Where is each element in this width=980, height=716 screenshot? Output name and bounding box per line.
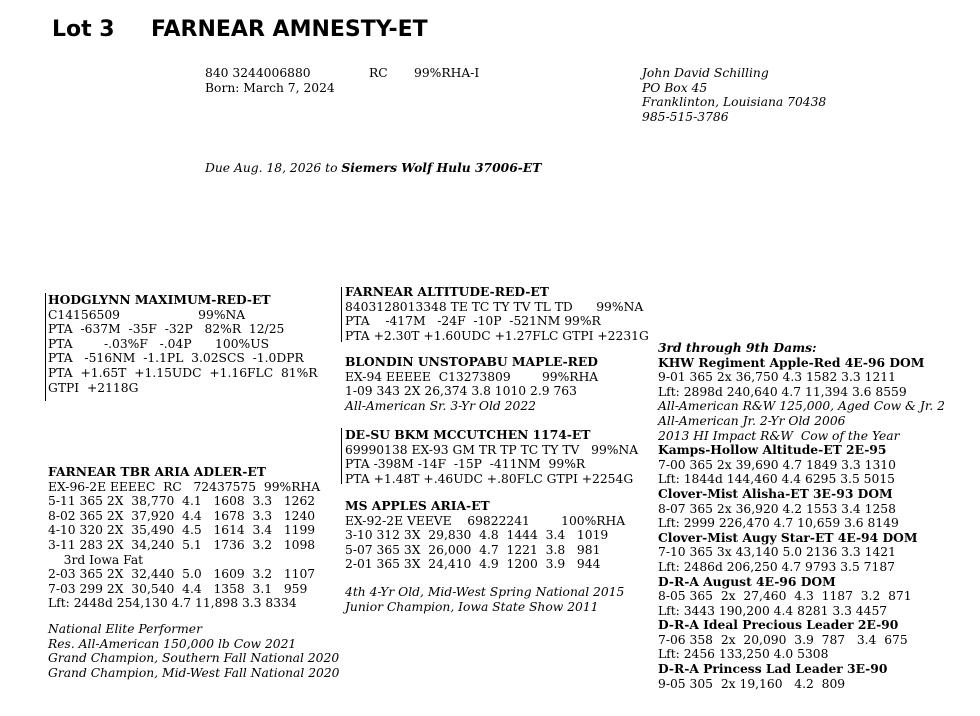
dam-dam-honor: 4th 4-Yr Old, Mid-West Spring National 2015 (345, 585, 625, 599)
owner-address1: PO Box 45 (642, 80, 708, 95)
dam-line: 5-11 365 2X 38,770 4.1 1608 3.3 1262 (48, 494, 316, 509)
owner-name: John David Schilling (642, 66, 769, 80)
dam-line: 3rd Iowa Fat (48, 552, 144, 567)
sire-sire-line: 8403128013348 TE TC TY TV TL TD 99%NA (345, 299, 644, 314)
sire-dam-name: BLONDIN UNSTOPABU MAPLE-RED (345, 354, 598, 369)
dam-entry-name: KHW Regiment Apple-Red 4E-96 DOM (658, 354, 925, 370)
owner-address2: Franklinton, Louisiana 70438 (642, 95, 827, 110)
dam-line: 7-03 299 2X 30,540 4.4 1358 3.1 959 (48, 581, 308, 596)
dam-entry-name: Clover-Mist Augy Star-ET 4E-94 DOM (658, 529, 918, 545)
animal-id: 840 3244006880 (205, 66, 311, 80)
dam-sire-block (345, 428, 638, 486)
due-line (205, 161, 541, 176)
dam-entry-line: 7-00 365 2x 39,690 4.7 1849 3.3 1310 (658, 457, 896, 472)
dam-honors (48, 622, 340, 680)
dam-honor: Grand Champion, Southern Fall National 2020 (48, 651, 340, 666)
dam-dam-block (345, 499, 625, 572)
dam-sire-line: PTA +1.48T +.46UDC +.80FLC GTPI +2254G (345, 471, 634, 486)
dam-sire-name: DE-SU BKM MCCUTCHEN 1174-ET (345, 427, 591, 442)
sire-sire-line: PTA +2.30T +1.60UDC +1.27FLC GTPI +2231G (345, 328, 649, 343)
sire-dam-block (345, 355, 598, 413)
dam-dam-name: MS APPLES ARIA-ET (345, 498, 490, 513)
dam-line: EX-96-2E EEEEC RC 72437575 99%RHA (48, 479, 321, 494)
dam-entry-name: D-R-A August 4E-96 DOM (658, 573, 836, 589)
dam-sire-line: PTA -398M -14F -15P -411NM 99%R (345, 457, 586, 472)
dam-line: 4-10 320 2X 35,490 4.5 1614 3.4 1199 (48, 523, 316, 538)
sire-block (48, 293, 318, 395)
dam-entry-honor: All-American Jr. 2-Yr Old 2006 (658, 413, 846, 428)
dam-dam-honor: Junior Champion, Iowa State Show 2011 (345, 599, 599, 614)
dam-entry-line: 9-01 365 2x 36,750 4.3 1582 3.3 1211 (658, 370, 896, 385)
sire-name: HODGLYNN MAXIMUM-RED-ET (48, 292, 271, 307)
dam-entry-line: Lft: 1844d 144,460 4.4 6295 3.5 5015 (658, 472, 895, 487)
sire-dam-honor: All-American Sr. 3-Yr Old 2022 (345, 398, 536, 413)
dam-entry-honor: All-American R&W 125,000, Aged Cow & Jr. 2 (658, 399, 946, 414)
dam-sire-line: 69990138 EX-93 GM TR TP TC TY TV 99%NA (345, 442, 639, 457)
dam-entry-line: 8-07 365 2x 36,920 4.2 1553 3.4 1258 (658, 501, 896, 516)
dam-line: 2-03 365 2X 32,440 5.0 1609 3.2 1107 (48, 567, 316, 582)
dam-dam-line: EX-92-2E VEEVE 69822241 100%RHA (345, 513, 626, 528)
lot-animal-name: FARNEAR AMNESTY-ET (151, 17, 428, 42)
dam-honor: Grand Champion, Mid-West Fall National 2020 (48, 665, 340, 680)
dam-entry-line: 9-05 305 2x 19,160 4.2 809 (658, 676, 846, 691)
sire-line: PTA -637M -35F -32P 82%R 12/25 (48, 322, 285, 337)
owner-phone: 985-515-3786 (642, 109, 729, 124)
sire-dam-line: EX-94 EEEEE C13273809 99%RHA (345, 369, 599, 384)
dam-dam-line: 3-10 312 3X 29,830 4.8 1444 3.4 1019 (345, 528, 609, 543)
sire-line: PTA -.03%F -.04P 100%US (48, 336, 269, 351)
sire-dam-line: 1-09 343 2X 26,374 3.8 1010 2.9 763 (345, 384, 577, 399)
dam-line: 3-11 283 2X 34,240 5.1 1736 3.2 1098 (48, 537, 316, 552)
dam-entry-name: Clover-Mist Alisha-ET 3E-93 DOM (658, 485, 893, 501)
dam-entry-line: Lft: 2999 226,470 4.7 10,659 3.6 8149 (658, 516, 899, 531)
dam-entry-line: Lft: 2898d 240,640 4.7 11,394 3.6 8559 (658, 384, 907, 399)
animal-born: Born: March 7, 2024 (205, 81, 335, 95)
sire-sire-rule (341, 287, 342, 342)
dam-entry-line: Lft: 2456 133,250 4.0 5308 (658, 647, 829, 662)
dam-entry-name: Kamps-Hollow Altitude-ET 2E-95 (658, 442, 887, 458)
sire-sire-block (345, 285, 649, 343)
dam-entry-name: D-R-A Princess Lad Leader 3E-90 (658, 661, 888, 677)
dam-entry-line: Lft: 3443 190,200 4.4 8281 3.3 4457 (658, 603, 888, 618)
dam-sire-rule (341, 428, 342, 484)
sire-sire-line: PTA -417M -24F -10P -521NM 99%R (345, 314, 601, 329)
dams-section-title: 3rd through 9th Dams: (658, 340, 817, 355)
dam-honor: National Elite Performer (48, 622, 202, 636)
dam-entry-line: Lft: 2486d 206,250 4.7 9793 3.5 7187 (658, 559, 895, 574)
sire-line: PTA +1.65T +1.15UDC +1.16FLC 81%R (48, 365, 318, 380)
sire-line: GTPI +2118G (48, 380, 139, 395)
sire-line: PTA -516NM -1.1PL 3.02SCS -1.0DPR (48, 351, 304, 366)
animal-code: RC (369, 66, 388, 80)
dam-entry-line: 7-10 365 3x 43,140 5.0 2136 3.3 1421 (658, 545, 896, 560)
due-sire: Siemers Wolf Hulu 37006-ET (341, 160, 542, 175)
due-prefix: Due Aug. 18, 2026 to (205, 161, 342, 175)
dam-block (48, 465, 320, 611)
dam-dam-line: 2-01 365 3X 24,410 4.9 1200 3.9 944 (345, 557, 601, 572)
dams-section (658, 341, 945, 691)
dam-dam-line: 5-07 365 3X 26,000 4.7 1221 3.8 981 (345, 542, 601, 557)
dam-line: Lft: 2448d 254,130 4.7 11,898 3.3 8334 (48, 596, 297, 611)
animal-rha: 99%RHA-I (414, 66, 480, 80)
dam-entry-line: 8-05 365 2x 27,460 4.3 1187 3.2 871 (658, 589, 912, 604)
owner-block (642, 66, 826, 124)
dam-name: FARNEAR TBR ARIA ADLER-ET (48, 464, 266, 479)
dam-dam-honors (345, 585, 624, 614)
dam-entry-name: D-R-A Ideal Precious Leader 2E-90 (658, 617, 899, 633)
dam-entry-honor: 2013 HI Impact R&W Cow of the Year (658, 428, 900, 443)
dam-honor: Res. All-American 150,000 lb Cow 2021 (48, 636, 297, 651)
sire-rule (45, 293, 46, 401)
sire-sire-name: FARNEAR ALTITUDE-RED-ET (345, 284, 549, 299)
dam-line: 8-02 365 2X 37,920 4.4 1678 3.3 1240 (48, 508, 316, 523)
dam-entry-line: 7-06 358 2x 20,090 3.9 787 3.4 675 (658, 632, 908, 647)
sire-line: C14156509 99%NA (48, 307, 246, 322)
lot-label: Lot 3 (52, 17, 115, 42)
